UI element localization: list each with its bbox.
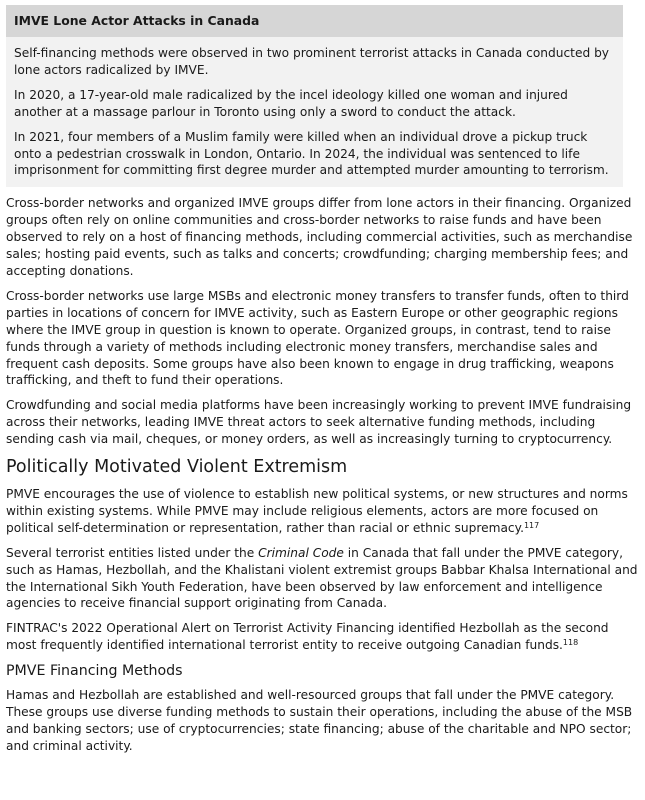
imve-section bbox=[6, 195, 639, 754]
paragraph-text: Several terrorist entities listed under the bbox=[6, 545, 259, 560]
body-paragraph: Cross-border networks and organized IMVE groups differ from lone actors in their financing. Organized groups often rely on online communities and cross-border networks to raise funds and have been observed to rely on a host of financing methods, including commercial activities, such as merchandise sales; hosting paid events, such as talks and concerts; crowdfunding; charging membership fees; and accepting donations. bbox=[6, 196, 633, 278]
callout-title: IMVE Lone Actor Attacks in Canada bbox=[6, 5, 623, 37]
callout-box bbox=[6, 5, 623, 187]
italic-term: Criminal Code bbox=[258, 545, 344, 560]
body-paragraph bbox=[6, 620, 639, 654]
body-paragraph: Cross-border networks use large MSBs and electronic money transfers to transfer funds, often to third parties in locations of concern for IMVE activity, such as Eastern Europe or other geographic regions where the IMVE group in question is known to operate. Organized groups, in contrast, tend to raise funds through a variety of methods including electronic money transfers, merchandise sales and frequent cash deposits. Some groups have also been known to engage in drug trafficking, weapons trafficking, and theft to fund their operations. bbox=[6, 288, 629, 388]
body-paragraph bbox=[6, 486, 639, 537]
body-paragraph bbox=[6, 545, 639, 613]
subsection-heading: PMVE Financing Methods bbox=[6, 663, 183, 680]
footnote-ref[interactable]: 117 bbox=[523, 520, 540, 530]
callout-paragraph: In 2020, a 17-year-old male radicalized by the incel ideology killed one woman and injured another at a massage parlour in Toronto using only a sword to conduct the attack. bbox=[14, 87, 568, 119]
body-paragraph: Crowdfunding and social media platforms have been increasingly working to prevent IMVE fundraising across their networks, leading IMVE threat actors to seek alternative funding methods, including sending cash via mail, cheques, or money orders, as well as increasingly turning to cryptocurrency. bbox=[6, 398, 632, 447]
paragraph-text: PMVE encourages the use of violence to establish new political systems, or new structures and norms within existing systems. While PMVE may include religious elements, actors are more focused on political self-determination or representation, rather than racial or ethnic supremacy. bbox=[6, 487, 628, 535]
paragraph-text: FINTRAC's 2022 Operational Alert on Terrorist Activity Financing identified Hezbollah as the second most frequently identified international terrorist entity to receive outgoing Canadian funds. bbox=[6, 621, 609, 653]
section-heading: Politically Motivated Violent Extremism bbox=[6, 457, 348, 478]
callout-paragraph: In 2021, four members of a Muslim family were killed when an individual drove a pickup truck onto a pedestrian crosswalk in London, Ontario. In 2024, the individual was sentenced to life imprisonment for committing first degree murder and attempted murder amounting to terrorism. bbox=[14, 129, 609, 178]
body-paragraph: Hamas and Hezbollah are established and well-resourced groups that fall under the PMVE category. These groups use diverse funding methods to sustain their operations, including the abuse of the MSB and banking sectors; use of cryptocurrencies; state financing; abuse of the charitable and NPO sector; and criminal activity. bbox=[6, 688, 633, 753]
paragraph-text: in Canada that fall under the PMVE category, such as Hamas, Hezbollah, and the Khalistani violent extremist groups Babbar Khalsa International and the International Sikh Youth Federation, have been observed by law enforcement and intelligence agencies to receive financial support originating from Canada. bbox=[6, 545, 638, 611]
callout-paragraph: Self-financing methods were observed in two prominent terrorist attacks in Canada conducted by lone actors radicalized by IMVE. bbox=[14, 46, 610, 77]
footnote-ref[interactable]: 118 bbox=[562, 638, 579, 648]
